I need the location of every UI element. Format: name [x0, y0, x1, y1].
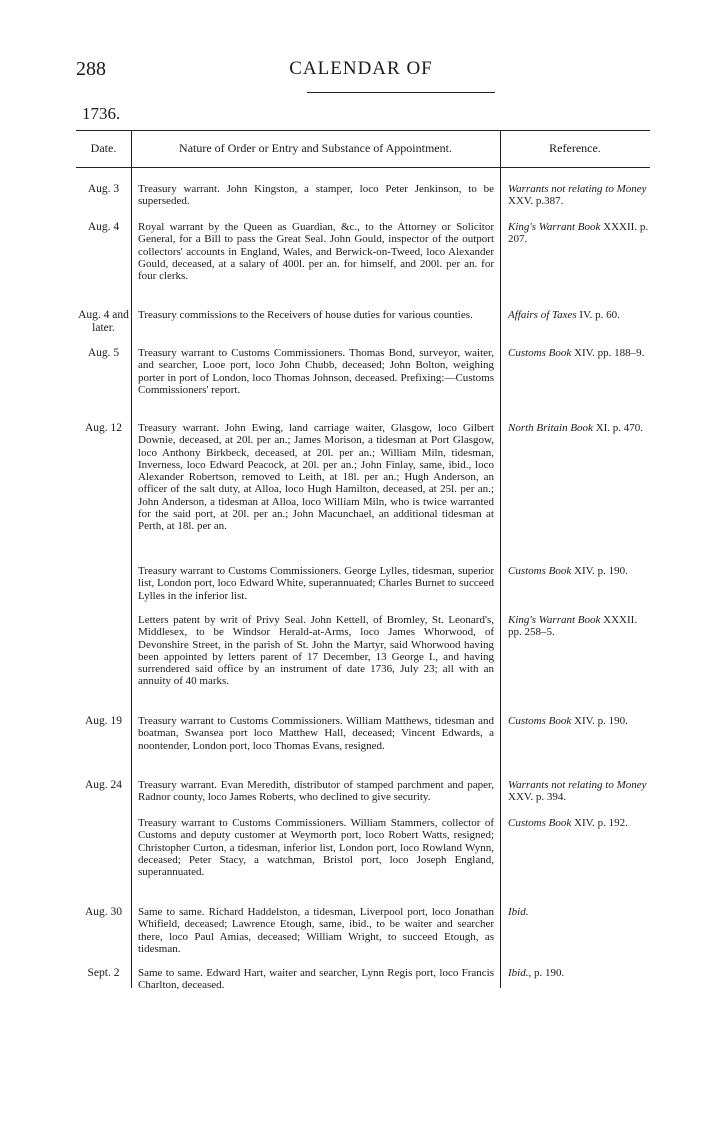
- reference-detail: IV. p. 60.: [576, 309, 620, 321]
- reference-title: Customs Book: [508, 347, 572, 359]
- reference-title: Warrants not relating to Money: [508, 779, 647, 791]
- reference-detail: XIV. p. 192.: [571, 817, 628, 829]
- entry-reference: [508, 817, 650, 829]
- entry-reference: [508, 715, 650, 727]
- entry-text: Treasury warrant. Evan Meredith, distributor of stamped parchment and paper, Radnor county, loco James Roberts, who declined to give security.: [138, 779, 494, 804]
- entry-text: Treasury warrant to Customs Commissioners. Thomas Bond, surveyor, waiter, and searcher, Looe port, loco John Chubb, deceased; John Bolton, weighing porter in port of London, loco Thomas Johnson, deceased. Prefixing:—Customs Commissioners' report.: [138, 347, 494, 396]
- entry-reference: [508, 309, 650, 321]
- entry-reference: [508, 614, 650, 639]
- column-divider-left: [131, 130, 132, 988]
- entry-reference: [508, 779, 650, 804]
- entry-date: Sept. 2: [87, 967, 120, 979]
- entry-date: Aug. 3: [87, 183, 120, 195]
- reference-detail: XIV. pp. 188–9.: [571, 347, 645, 359]
- entry-date: Aug. 30: [84, 906, 123, 918]
- reference-title: Affairs of Taxes: [508, 309, 577, 321]
- entry-reference: [508, 565, 650, 577]
- entry-text: Treasury commissions to the Receivers of house duties for various counties.: [138, 309, 473, 321]
- reference-detail: , p. 190.: [528, 967, 565, 979]
- entry-text: Treasury warrant. John Ewing, land carriage waiter, Glasgow, loco Gilbert Downie, deceased, at 20l. per an.; James Morison, a tidesman at Port Glasgow, loco Anthony Birkbeck, deceased, at 20l. per an.; William Miln, tidesman, Inverness, loco Edward Peacock, at 20l. per an.; John Finlay, same, ibid., loco Alexander Robertson, removed to Leith, at 18l. per an.; Hugh Anderson, an officer of the salt duty, at Alloa, loco Hugh Hamilton, deceased, at 25l. per an.; John Anderson, a tidesman at Alloa, loco William Miln, who is twice warranted for the said port, at 20l. per an.; John Macunchael, an additional tidesman at Perth, at 18l. per an.: [138, 422, 494, 533]
- entry-reference: [508, 183, 650, 208]
- reference-detail: XXV. p. 394.: [508, 791, 567, 804]
- entry-text: Treasury warrant to Customs Commissioners. George Lylles, tidesman, superior list, London port, loco Edward White, superannuated; Charles Burnet to succeed Lylles in the inferior list.: [138, 565, 494, 602]
- running-head: CALENDAR OF: [289, 58, 433, 79]
- entry-date: Aug. 4: [87, 221, 120, 233]
- entry-text: Royal warrant by the Queen as Guardian, &c., to the Attorney or Solicitor General, for a Bill to pass the Great Seal. John Gould, inspector of the outport collectors' accounts in England, Wales, and Berwick-on-Tweed, loco Alexander Gould, deceased, at a salary of 400l. per an. for himself, and 200l. per an. for four clerks.: [138, 221, 494, 283]
- reference-title: Warrants not relating to Money: [508, 183, 647, 195]
- year-label: 1736.: [82, 104, 121, 123]
- reference-title: North Britain Book: [508, 422, 593, 434]
- page-number: 288: [76, 58, 106, 80]
- entry-date: Aug. 24: [84, 779, 123, 791]
- reference-title: Customs Book: [508, 715, 572, 727]
- reference-title: King's Warrant Book: [508, 221, 601, 233]
- column-divider-right: [500, 130, 501, 988]
- table-top-rule: [76, 130, 650, 131]
- entry-text: Letters patent by writ of Privy Seal. John Kettell, of Bromley, St. Leonard's, Middlesex, to be Windsor Herald-at-Arms, loco James Whorwood, of Devonshire Street, in the parish of St. John the Martyr, said Whorwood having been appointed by letters parent of 17 December, 13 George I., and having surrendered said office by an instrument of date 1736, July 23; all with an annuity of 40 marks.: [138, 614, 494, 688]
- head-rule: [307, 92, 495, 93]
- reference-detail: XI. p. 470.: [592, 422, 644, 434]
- entry-date: Aug. 12: [84, 422, 123, 434]
- reference-title: King's Warrant Book: [508, 614, 601, 626]
- entry-text: Same to same. Richard Haddelston, a tidesman, Liverpool port, loco Jonathan Whifield, deceased; Lawrence Etough, same, ibid., to be waiter and searcher there, loco Paul Amias, deceased; William Wright, to succeed Etough, as tidesman.: [138, 906, 494, 955]
- entry-date: Aug. 5: [87, 347, 120, 359]
- entry-text: Treasury warrant to Customs Commissioners. William Matthews, tidesman and boatman, Swansea port loco Matthew Hall, deceased; Vincent Edwards, a noontender, London port, loco Thomas Evans, resigned.: [138, 715, 494, 752]
- entry-reference: [508, 967, 650, 979]
- reference-detail: XXXII. pp. 258–5.: [508, 614, 638, 639]
- entry-text: Same to same. Edward Hart, waiter and searcher, Lynn Regis port, loco Francis Charlton, deceased.: [138, 967, 494, 992]
- entry-text: Treasury warrant to Customs Commissioners. William Stammers, collector of Customs and deputy customer at Weymorth port, loco Robert Watts, resigned; Christopher Curton, a tidesman, inferior list, London port, loco Rowland Wynn, deceased; Peter Stacy, a watchman, Bristol port, loco Joseph England, superannuated.: [138, 817, 494, 879]
- reference-title: Ibid.: [508, 967, 529, 979]
- reference-detail: XIV. p. 190.: [571, 565, 628, 577]
- entry-date: Aug. 4 and later.: [78, 309, 129, 334]
- reference-title: Customs Book: [508, 817, 572, 829]
- reference-detail: XXXII. p. 207.: [508, 221, 649, 246]
- entry-text: Treasury warrant. John Kingston, a stamper, loco Peter Jenkinson, to be superseded.: [138, 183, 494, 208]
- header-date: Date.: [90, 141, 117, 155]
- reference-title: Ibid.: [508, 906, 529, 918]
- header-nature: Nature of Order or Entry and Substance of Appointment.: [179, 141, 452, 155]
- entry-reference: [508, 906, 650, 918]
- reference-detail: XXV. p.387.: [508, 195, 564, 208]
- reference-title: Customs Book: [508, 565, 572, 577]
- table-header-rule: [76, 167, 650, 168]
- entry-reference: [508, 422, 650, 434]
- reference-detail: XIV. p. 190.: [571, 715, 628, 727]
- entry-reference: [508, 347, 650, 359]
- entry-date: Aug. 19: [84, 715, 123, 727]
- header-reference: Reference.: [549, 141, 601, 155]
- entry-reference: [508, 221, 650, 246]
